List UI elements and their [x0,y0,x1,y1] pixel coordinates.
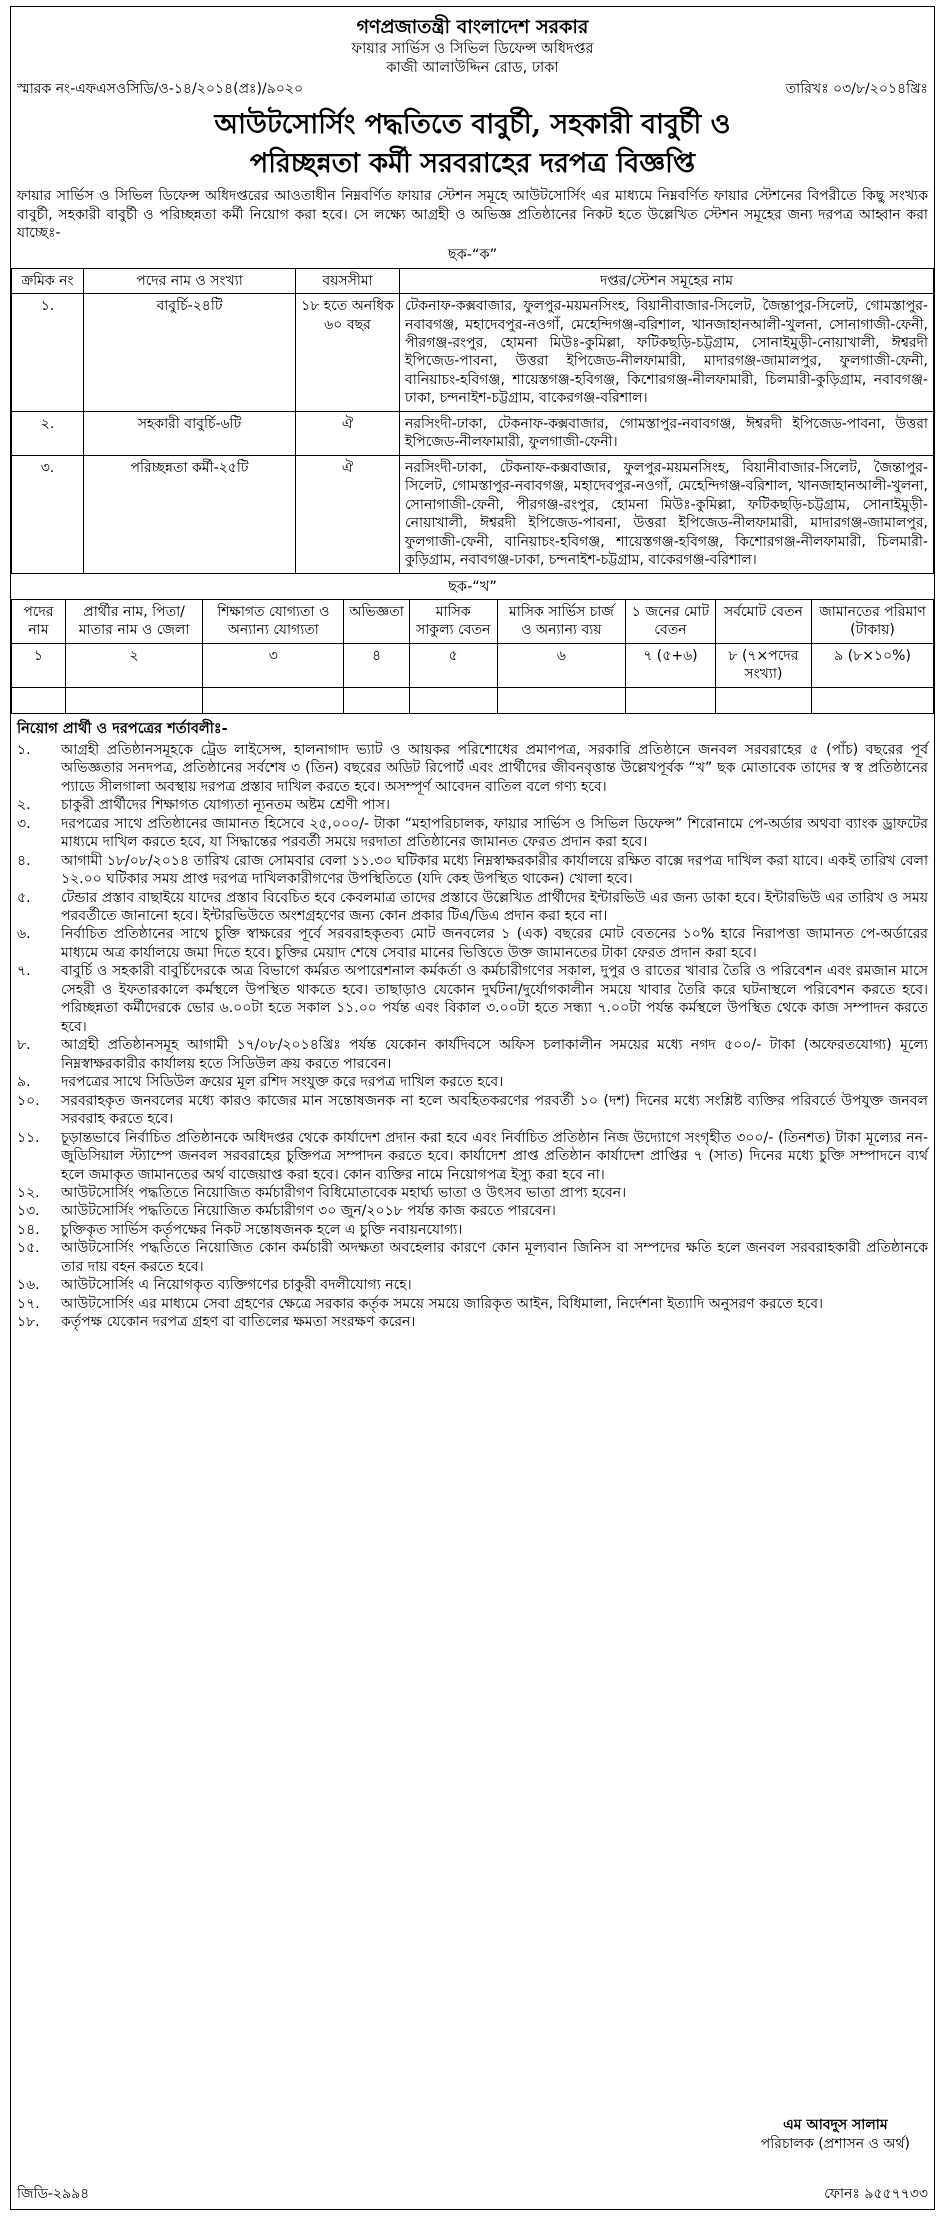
signature-block [761,2116,910,2153]
condition-number: ১০. [17,1092,40,1109]
dept-address: কাজী আলাউদ্দিন রোড, ঢাকা [386,60,559,77]
condition-text: টেন্ডার প্রস্তাব বাছাইয়ে যাদের প্রস্তাব বিবেচিত হবে কেবলমাত্র তাদের প্রস্তাবে উল্লেখিত প্রার্থীদের ইন্টারভিউ এর জন্য ডাকা হবে। ইন্টারভিউ এর তারিখ ও সময় পরবর্তীতে জানানো হবে। ইন্টারভিউতে অংশগ্রহণের জন্য কোন প্রকার টিএ/ডিএ প্রদান করা হবে না। [61,889,928,924]
table-row [12,411,934,455]
chhok-kha-label: ছক-“খ” [448,578,497,595]
condition-text: দরপত্রের সাথে প্রতিষ্ঠানের জামানত হিসেবে ২৫,০০০/- টাকা “মহাপরিচালক, ফায়ার সার্ভিস ও সিভিল ডিফেন্স” শিরোনামে পে-অর্ডার অথবা ব্যাংক ড্রাফটের মাধ্যমে দাখিল করতে হবে, যা সিদ্ধান্তের পরবর্তী সময়ে দরদাতা প্রতিষ্ঠানের জামানত ফেরত প্রদান করা হবে। [61,815,928,851]
list-item [11,1313,934,1331]
row-stations: নরসিংদী-ঢাকা, টেকনাফ-কক্সবাজার, ফুলপুর-ময়মনসিংহ, বিয়ানীবাজার-সিলেট, জৈন্তাপুর-সিলেট, গোমস্তাপুর-নবাবগঞ্জ, মহাদেবপুর-নওগাঁ, মেহেন্দিগঞ্জ-বরিশাল, খানজাহানআলী-খুলনা, সোনাগাজী-ফেনী, পীরগঞ্জ-রংপুর, হোমনা মিউঃ-কুমিল্লা, ফটিকছড়ি-চট্টগ্রাম, সোনাইমুড়ী-নোয়াখালী, ঈশ্বরদী ইপিজেড-পাবনা, উত্তরা ইপিজেড-নীলফামারী, মাদারগঞ্জ-জামালপুর, ফুলগাজী-ফেনী, বানিয়াচং-হবিগঞ্জ, শায়েস্তগঞ্জ-হবিগঞ্জ, কিশোরগঞ্জ-নীলফামারী, চিলমারী-কুড়িগ্রাম, নবাবগঞ্জ-ঢাকা, চন্দনাইশ-চট্টগ্রাম, বাকেরগঞ্জ-বরিশাল। [400,455,934,573]
applicant-format-table [11,599,934,714]
list-item [11,1221,934,1239]
condition-text: আউটসোর্সিং পদ্ধতিতে নিয়োজিত কোন কর্মচারী অদক্ষতা অবহেলার কারণে কোন মূল্যবান জিনিস বা সম্পদের ক্ষতি হলে জনবল সরবরাহকারী প্রতিষ্ঠানকে তার দায় বহন করতে হবে। [61,1240,928,1275]
row-post: বাবুর্চি-২৪টি [84,294,296,412]
num-cell: ২ [65,643,202,687]
conditions-list [11,741,934,1332]
memo-number: স্মারক নং-এফএসওসিডি/ও-১৪/২০১৪(প্রঃ)/৯০২০ [17,81,304,98]
col-post-name: পদের নাম [12,599,66,643]
title-line-2: পরিচ্ছন্নতা কর্মী সরবরাহের দরপত্র বিজ্ঞপ্তি [249,147,696,179]
gd-number: জিডি-২৯৯৪ [17,2185,90,2202]
row-stations: টেকনাফ-কক্সবাজার, ফুলপুর-ময়মনসিংহ, বিয়ানীবাজার-সিলেট, জৈন্তাপুর-সিলেট, গোমস্তাপুর-নবাবগঞ্জ, মহাদেবপুর-নওগাঁ, মেহেন্দিগঞ্জ-বরিশাল, খানজাহানআলী-খুলনা, সোনাগাজী-ফেনী, পীরগঞ্জ-রংপুর, হোমনা মিউঃ-কুমিল্লা, ফটিকছড়ি-চট্টগ্রাম, সোনাইমুড়ী-নোয়াখালী, ঈশ্বরদী ইপিজেড-পাবনা, উত্তরা ইপিজেড-নীলফামারী, মাদারগঞ্জ-জামালপুর, ফুলগাজী-ফেনী, বানিয়াচং-হবিগঞ্জ, শায়েস্তগঞ্জ-হবিগঞ্জ, কিশোরগঞ্জ-নীলফামারী, চিলমারী-কুড়িগ্রাম, নবাবগঞ্জ-ঢাকা, চন্দনাইশ-চট্টগ্রাম, বাকেরগঞ্জ-বরিশাল। [400,294,934,412]
list-item [11,1092,934,1129]
govt-title: গণপ্রজাতন্ত্রী বাংলাদেশ সরকার [356,16,589,38]
list-item [11,1202,934,1220]
format-table-empty-row [12,687,934,713]
phone-number: ফোনঃ ৯৫৫৭৭৩৩ [824,2185,928,2202]
num-cell: ৫ [409,643,497,687]
list-item [11,925,934,962]
condition-number: ২. [17,797,31,814]
condition-number: ৩. [17,815,31,832]
condition-text: আগামী ১৮/০৮/২০১৪ তারিখ রোজ সোমবার বেলা ১১.৩০ ঘটিকার মধ্যে নিম্নস্বাক্ষরকারীর কার্যালয়ে রক্ষিত বাক্সে দরপত্র দাখিল করা যাবে। একই তারিখ বেলা ১২.০০ ঘটিকার সময় প্রাপ্ত দরপত্র দাখিলকারীগণের উপস্থিতিতে (যদি কেহ উপস্থিত থাকেন) খোলা হবে। [61,852,928,888]
table-row [12,455,934,573]
condition-text: কর্তৃপক্ষ যেকোন দরপত্র গ্রহণ বা বাতিলের ক্ষমতা সংরক্ষণ করেন। [61,1314,416,1331]
condition-number: ৪. [17,852,31,869]
condition-number: ১৩. [17,1203,40,1220]
col-service-charge: মাসিক সার্ভিস চার্জ ও অন্যান্য ব্যয় [497,599,626,643]
format-table-numbers [12,643,934,687]
condition-number: ৬. [17,926,31,943]
title-line-1: আউটসোর্সিং পদ্ধতিতে বাবুর্চী, সহকারী বাবুর্চী ও [214,108,731,140]
format-table-header [12,599,934,643]
num-cell: ৬ [497,643,626,687]
col-qualification: শিক্ষাগত যোগ্যতা ও অন্যান্য যোগ্যতা [203,599,344,643]
memo-date: তারিখঃ ০৩/৮/২০১৪খ্রিঃ [785,81,928,98]
list-item [11,962,934,1036]
col-experience: অভিজ্ঞতা [344,599,410,643]
dept-name: ফায়ার সার্ভিস ও সিভিল ডিফেন্স অধিদপ্তর [351,41,594,58]
condition-number: ১. [17,741,31,758]
condition-text: আউটসোর্সিং পদ্ধতিতে নিয়োজিত কর্মচারীগণ বিধিমোতাবেক মহার্ঘ্য ভাতা ও উৎসব ভাতা প্রাপ্য হবেন। [61,1185,627,1202]
list-item [11,741,934,796]
notice-title [11,105,934,183]
table-row [12,294,934,412]
list-item [11,1036,934,1073]
condition-number: ৭. [17,963,31,980]
num-cell: ৩ [203,643,344,687]
condition-number: ৯. [17,1074,31,1091]
intro-paragraph: ফায়ার সার্ভিস ও সিভিল ডিফেন্স অধিদপ্তরের আওতাধীন নিম্নবর্ণিত ফায়ার স্টেশন সমূহে আউটসোর্সিং এর মাধ্যমে নিম্নবর্ণিত ফায়ার স্টেশনের বিপরীতে কিছু সংখ্যক বাবুর্চী, সহকারী বাবুর্চী ও পরিচ্ছন্নতা কর্মী নিয়োগ করা হবে। সে লক্ষ্যে আগ্রহী ও অভিজ্ঞ প্রতিষ্ঠানের নিকট হতে উল্লেখিত স্টেশন সমূহের জন্য দরপত্র আহ্বান করা যাচ্ছেঃ- [17,188,928,242]
notice-page [10,6,935,2210]
col-grand-total: সর্বমোট বেতন [715,599,811,643]
condition-text: নির্বাচিত প্রতিষ্ঠানের সাথে চুক্তি স্বাক্ষরের পূর্বে সরবরাহকৃতব্য মোট জনবলের ১ (এক) বছরের মোট বেতনের ১০% হারে নিরাপত্তা জামানত পে-অর্ডারের মাধ্যমে অত্র কার্যালয়ে জমা দিতে হবে। চুক্তির মেয়াদ শেষে সেবার মানের ভিত্তিতে উক্ত জামানতের টাকা ফেরত প্রদান করা হবে। [61,926,928,961]
num-cell: ১ [12,643,66,687]
condition-text: সরবরাহকৃত জনবলের মধ্যে কারও কাজের মান সন্তোষজনক না হলে অবহিতকরণের পরবর্তী ১০ (দশ) দিনের মধ্যে সংশ্লিষ্ট ব্যক্তির পরিবর্তে উপযুক্ত জনবল সরবরাহ করতে হবে। [61,1092,928,1128]
memo-row [11,78,934,100]
row-age: ঐ [296,455,400,573]
condition-number: ১৬. [17,1277,40,1294]
conditions-title: নিয়োগ প্রার্থী ও দরপত্রের শর্তাবলীঃ- [17,720,228,737]
condition-text: চূড়ান্তভাবে নির্বাচিত প্রতিষ্ঠানকে অধিদপ্তর থেকে কার্যাদেশ প্রদান করা হবে এবং নির্বাচিত প্রতিষ্ঠান নিজ উদ্যোগে সংগৃহীত ৩০০/- (তিনশত) টাকা মূল্যের নন-জুডিসিয়াল স্ট্যাম্পে জনবল সরবরাহের চুক্তিপত্র সম্পাদন করতে হবে। কার্যাদেশ প্রাপ্ত প্রতিষ্ঠান কার্যাদেশ প্রাপ্তির ৭ (সাত) দিনের মধ্যে চুক্তি সম্পাদনে ব্যর্থ হলে জমাকৃত জামানতের অর্থ বাজেয়াপ্ত করা হবে। কোন ব্যক্তির নামে নিয়োগপত্র ইস্যু করা হবে না। [61,1129,928,1183]
condition-text: আউটসোর্সিং এ নিয়োগকৃত ব্যক্তিগণের চাকুরী বদলীযোগ্য নহে। [61,1277,412,1294]
row-post: সহকারী বাবুর্চি-৬টি [84,411,296,455]
list-item [11,796,934,814]
col-stations: দপ্তর/স্টেশন সমূহের নাম [400,268,934,293]
num-cell: ৭ (৫+৬) [626,643,716,687]
col-post: পদের নাম ও সংখ্যা [84,268,296,293]
row-serial: ২. [12,411,84,455]
row-serial: ৩. [12,455,84,573]
condition-text: দরপত্রের সাথে সিডিউল ক্রয়ের মূল রশিদ সংযুক্ত করে দরপত্র দাখিল করতে হবে। [61,1074,504,1091]
list-item [11,852,934,889]
list-item [11,889,934,926]
list-item [11,1184,934,1202]
row-age: ১৮ হতে অনধিক ৬০ বছর [296,294,400,412]
num-cell: ৯ (৮×১০%) [812,643,934,687]
condition-number: ৫. [17,889,31,906]
list-item [11,815,934,852]
num-cell: ৪ [344,643,410,687]
condition-text: আগ্রহী প্রতিষ্ঠানসমূহকে ট্রেড লাইসেন্স, হালনাগাদ ভ্যাট ও আয়কর পরিশোধের প্রমাণপত্র, সরকারি প্রতিষ্ঠানে জনবল সরবরাহের ৫ (পাঁচ) বছরের পূর্ব অভিজ্ঞতার সনদপত্র, প্রতিষ্ঠানের সর্বশেষ ৩ (তিন) বছরের অডিট রিপোর্ট এবং প্রার্থীদের জীবনবৃত্তান্ত উল্লেখপূর্বক “খ” ছক মোতাবেক তাদের স্ব স্ব প্রতিষ্ঠানের প্যাডে সীলগালা অবস্থায় দরপত্র প্রস্তাব দাখিল করতে হবে। অসম্পূর্ণ আবেদন বাতিল বলে গণ্য হবে। [61,741,928,795]
row-age: ঐ [296,411,400,455]
posts-table [11,268,934,574]
col-serial: ক্রমিক নং [12,268,84,293]
row-serial: ১. [12,294,84,412]
row-post: পরিচ্ছন্নতা কর্মী-২৫টি [84,455,296,573]
list-item [11,1073,934,1091]
list-item [11,1129,934,1184]
col-monthly-salary: মাসিক সাকুল্য বেতন [409,599,497,643]
condition-number: ১৭. [17,1295,40,1312]
condition-number: ১৫. [17,1240,40,1257]
condition-text: চুক্তিকৃত সার্ভিস কর্তৃপক্ষের নিকট সন্তোষজনক হলে এ চুক্তি নবায়নযোগ্য। [61,1221,463,1238]
condition-text: আউটসোর্সিং পদ্ধতিতে নিয়োজিত কর্মচারীগণ ৩০ জুন/২০১৮ পর্যন্ত কাজ করতে পারবেন। [61,1203,556,1220]
list-item [11,1239,934,1276]
row-stations: নরসিংদী-ঢাকা, টেকনাফ-কক্সবাজার, গোমস্তাপুর-নবাবগঞ্জ, ঈশ্বরদী ইপিজেড-পাবনা, উত্তরা ইপিজেড-নীলফামারী, ফুলগাজী-ফেনী। [400,411,934,455]
signatory-designation: পরিচালক (প্রশাসন ও অর্থ) [760,2135,910,2152]
list-item [11,1276,934,1294]
condition-number: ৮. [17,1037,31,1054]
col-security-amount: জামানতের পরিমাণ (টাকায়) [812,599,934,643]
condition-text: বাবুর্চি ও সহকারী বাবুর্চিদেরকে অত্র বিভাগে কর্মরত অপারেশনাল কর্মকর্তা ও কর্মচারীগণের সকাল, দুপুর ও রাতের খাবার তৈরি ও পরিবেশন এবং রমজান মাসে সেহরী ও ইফতারকালে কর্মস্থলে উপস্থিত থাকতে হবে। তাছাড়াও যেকোন দুর্ঘটনা/দুর্যোগকালীন সময়ে খাবার তৈরি করে ঘটনাস্থলে পরিবেশন করতে হবে। পরিচ্ছন্নতা কর্মীদেরকে ভোর ৬.০০টা হতে সকাল ১১.০০ পর্যন্ত এবং বিকাল ৩.০০টা হতে সন্ধ্যা ৭.০০টা পর্যন্ত কর্মস্থলে উপস্থিত থেকে কাজ সম্পাদন করতে হবে। [61,963,928,1035]
posts-table-header [12,268,934,293]
condition-text: চাকুরী প্রার্থীদের শিক্ষাগত যোগ্যতা ন্যূনতম অষ্টম শ্রেণী পাস। [61,797,390,814]
col-applicant: প্রার্থীর নাম, পিতা/মাতার নাম ও জেলা [65,599,202,643]
condition-number: ১৮. [17,1314,40,1331]
col-total-per-person: ১ জনের মোট বেতন [626,599,716,643]
list-item [11,1295,934,1313]
footer [17,2185,928,2203]
signatory-name: এম আবদুস সালাম [783,2117,888,2134]
condition-number: ১১. [17,1129,40,1146]
num-cell: ৮ (৭×পদের সংখ্যা) [715,643,811,687]
condition-number: ১৪. [17,1221,40,1238]
col-age: বয়সসীমা [296,268,400,293]
chhok-ka-label: ছক-“ক” [447,247,498,264]
condition-text: আগ্রহী প্রতিষ্ঠানসমূহ আগামী ১৭/০৮/২০১৪খ্রিঃ পর্যন্ত যেকোন কার্যদিবসে অফিস চলাকালীন সময়ের মধ্যে নগদ ৫০০/- টাকা (অফেরতযোগ্য) মূল্যে নিম্নস্বাক্ষরকারীর কার্যালয় হতে সিডিউল ক্রয় করতে পারবেন। [61,1037,928,1072]
condition-text: আউটসোর্সিং এর মাধ্যমে সেবা গ্রহণের ক্ষেত্রে সরকার কর্তৃক সময়ে সময়ে জারিকৃত আইন, বিধিমালা, নির্দেশনা ইত্যাদি অনুসরণ করতে হবে। [61,1295,823,1312]
condition-number: ১২. [17,1185,40,1202]
